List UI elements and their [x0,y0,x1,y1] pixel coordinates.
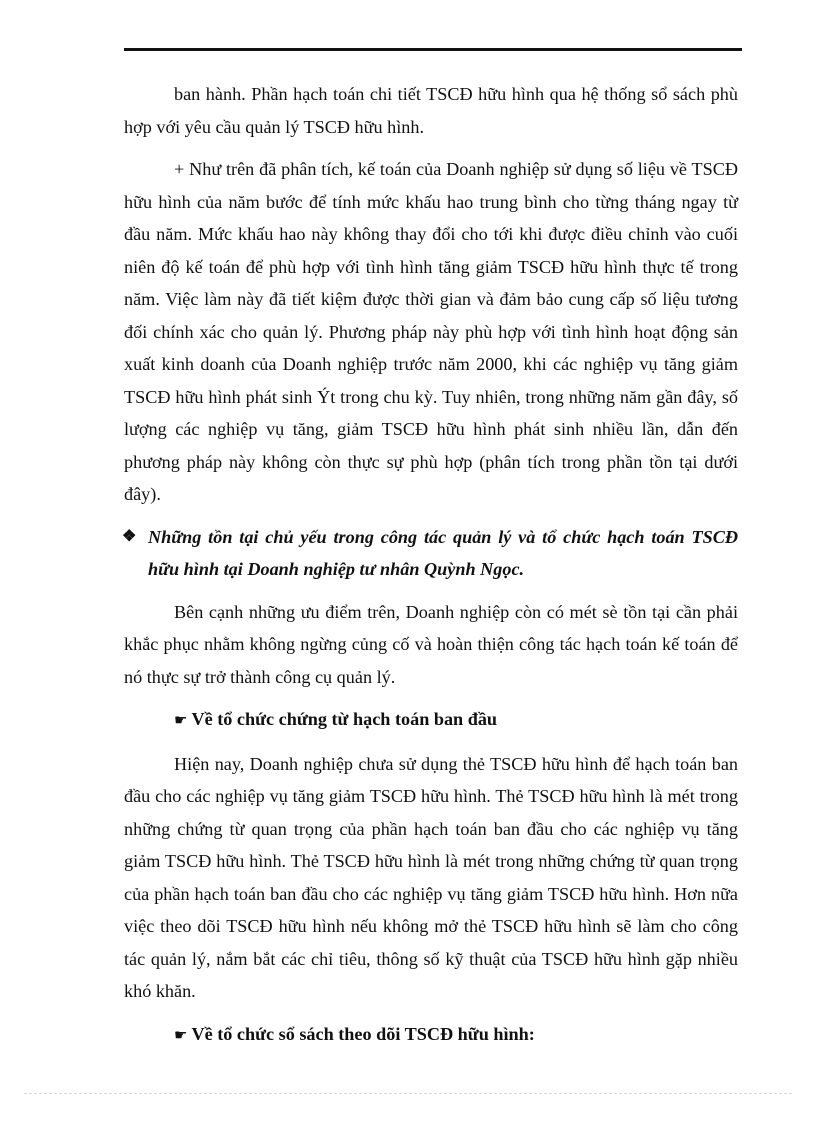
sub-heading-2-text: Về tổ chức sổ sách theo dõi TSCĐ hữu hình: [191,1023,535,1044]
sub-heading-2 [174,1018,738,1053]
pointing-hand-icon: ☛ [174,1027,188,1044]
paragraph-4: Hiện nay, Doanh nghiệp chưa sử dụng thẻ TSCĐ hữu hình để hạch toán ban đầu cho các nghiệp vụ tăng giảm TSCĐ hữu hình. Thẻ TSCĐ hữu hình là mét trong những chứng từ quan trọng của phần hạch toán ban đầu cho các nghiệp vụ tăng giảm TSCĐ hữu hình. Thẻ TSCĐ hữu hình là mét trong những chứng từ quan trọng của phần hạch toán ban đầu cho các nghiệp vụ tăng giảm TSCĐ hữu hình. Hơn nữa việc theo dõi TSCĐ hữu hình nếu không mở thẻ TSCĐ hữu hình sẽ làm cho công tác quản lý, nắm bắt các chỉ tiêu, thông số kỹ thuật của TSCĐ hữu hình gặp nhiều khó khăn. [124,753,738,1001]
paragraph-2: + Như trên đã phân tích, kế toán của Doanh nghiệp sử dụng số liệu về TSCĐ hữu hình của năm bước để tính mức khấu hao trung bình cho từng tháng ngay từ đầu năm. Mức khấu hao này không thay đổi cho tới khi được điều chỉnh vào cuối niên độ kế toán để phù hợp với tình hình tăng giảm TSCĐ hữu hình thực tế trong năm. Việc làm này đã tiết kiệm được thời gian và đảm bảo cung cấp số liệu tương đối chính xác cho quản lý. Phương pháp này phù hợp với tình hình hoạt động sản xuất kinh doanh của Doanh nghiệp trước năm 2000, khi các nghiệp vụ tăng giảm TSCĐ hữu hình phát sinh Ýt trong chu kỳ. Tuy nhiên, trong những năm gần đây, số lượng các nghiệp vụ tăng, giảm TSCĐ hữu hình phát sinh nhiều lần, dẫn đến phương pháp này không còn thực sự phù hợp (phân tích trong phần tồn tại dưới đây). [124,159,738,504]
sub-heading-1 [174,703,738,738]
section-heading [124,521,738,586]
sub-heading-1-text: Về tổ chức chứng từ hạch toán ban đầu [191,709,498,729]
pointing-hand-icon: ☛ [174,713,188,729]
header-rule [124,48,742,51]
paragraph-3: Bên cạnh những ưu điểm trên, Doanh nghiệp còn có mét sè tồn tại cần phải khắc phục nhằm không ngừng củng cố và hoàn thiện công tác hạch toán kế toán để nó thực sự trở thành công cụ quản lý. [124,601,738,687]
section-heading-text: Những tồn tại chủ yếu trong công tác quản lý và tổ chức hạch toán TSCĐ hữu hình tại Doanh nghiệp tư nhân Quỳnh Ngọc. [148,526,738,579]
paragraph-1: ban hành. Phần hạch toán chi tiết TSCĐ hữu hình qua hệ thống sổ sách phù hợp với yêu cầu quản lý TSCĐ hữu hình. [124,84,738,137]
diamond-bullet-icon: ❖ [122,527,137,545]
document-body [124,78,738,1062]
footer-rule [24,1093,792,1094]
